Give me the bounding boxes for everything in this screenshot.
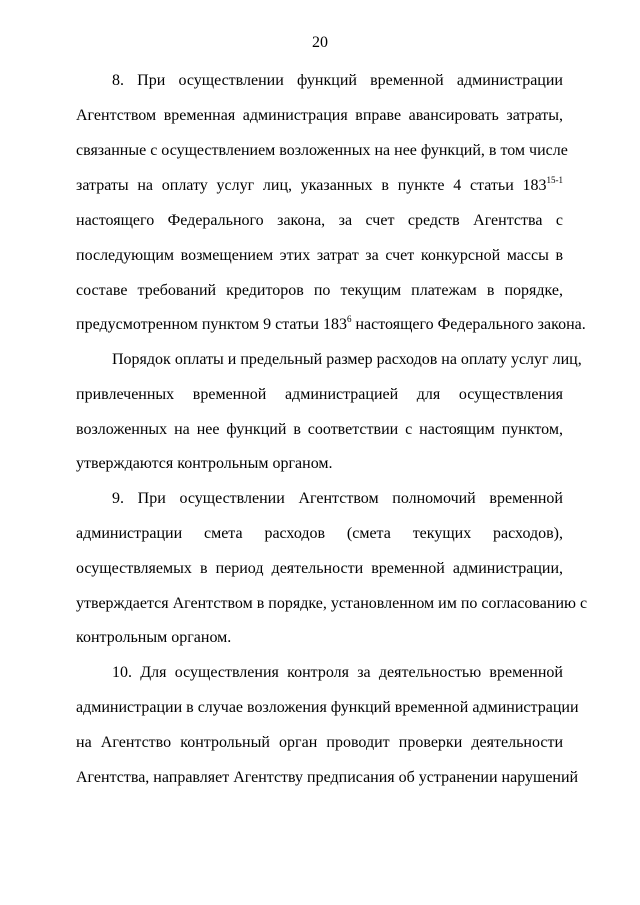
text-line: администрации в случае возложения функций временной администрации: [76, 699, 579, 716]
text-line-main: затраты на оплату услуг лиц, указанных в пункте 4 статьи 183: [76, 177, 547, 194]
text-line: 9. При осуществлении Агентством полномочий временной: [112, 490, 563, 507]
text-line-with-footnote: [76, 313, 586, 335]
text-line: 8. При осуществлении функций временной администрации: [112, 72, 563, 89]
text-line-with-footnote: [76, 176, 563, 196]
text-line: Агентства, направляет Агентству предписания об устранении нарушений: [76, 769, 579, 786]
superscript-reference: 15-1: [546, 174, 563, 185]
text-line: утверждаются контрольным органом.: [76, 455, 333, 472]
page-number: 20: [312, 34, 328, 51]
text-line: утверждается Агентством в порядке, установленном им по согласованию с: [76, 595, 588, 612]
text-line: составе требований кредиторов по текущим платежам в порядке,: [76, 282, 563, 299]
text-line: 10. Для осуществления контроля за деятельностью временной: [112, 664, 563, 681]
text-line: осуществляемых в период деятельности временной администрации,: [76, 560, 563, 577]
text-line: возложенных на нее функций в соответствии с настоящим пунктом,: [76, 421, 563, 438]
text-line: привлеченных временной администрацией для осуществления: [76, 386, 563, 403]
text-line: Агентством временная администрация вправе авансировать затраты,: [76, 107, 563, 124]
text-line: последующим возмещением этих затрат за счет конкурсной массы в: [76, 247, 563, 264]
superscript-reference: 6: [346, 313, 352, 324]
text-line: администрации смета расходов (смета текущих расходов),: [76, 525, 563, 542]
text-line-main: предусмотренном пунктом 9 статьи 183: [76, 316, 347, 333]
text-line: настоящего Федерального закона, за счет средств Агентства с: [76, 212, 563, 229]
text-line: на Агентство контрольный орган проводит проверки деятельности: [76, 734, 563, 751]
text-line: контрольным органом.: [76, 629, 232, 646]
text-line-tail: настоящего Федерального закона.: [351, 316, 586, 333]
text-line: связанные с осуществлением возложенных на нее функций, в том числе: [76, 142, 568, 159]
text-line: Порядок оплаты и предельный размер расходов на оплату услуг лиц,: [112, 351, 582, 368]
